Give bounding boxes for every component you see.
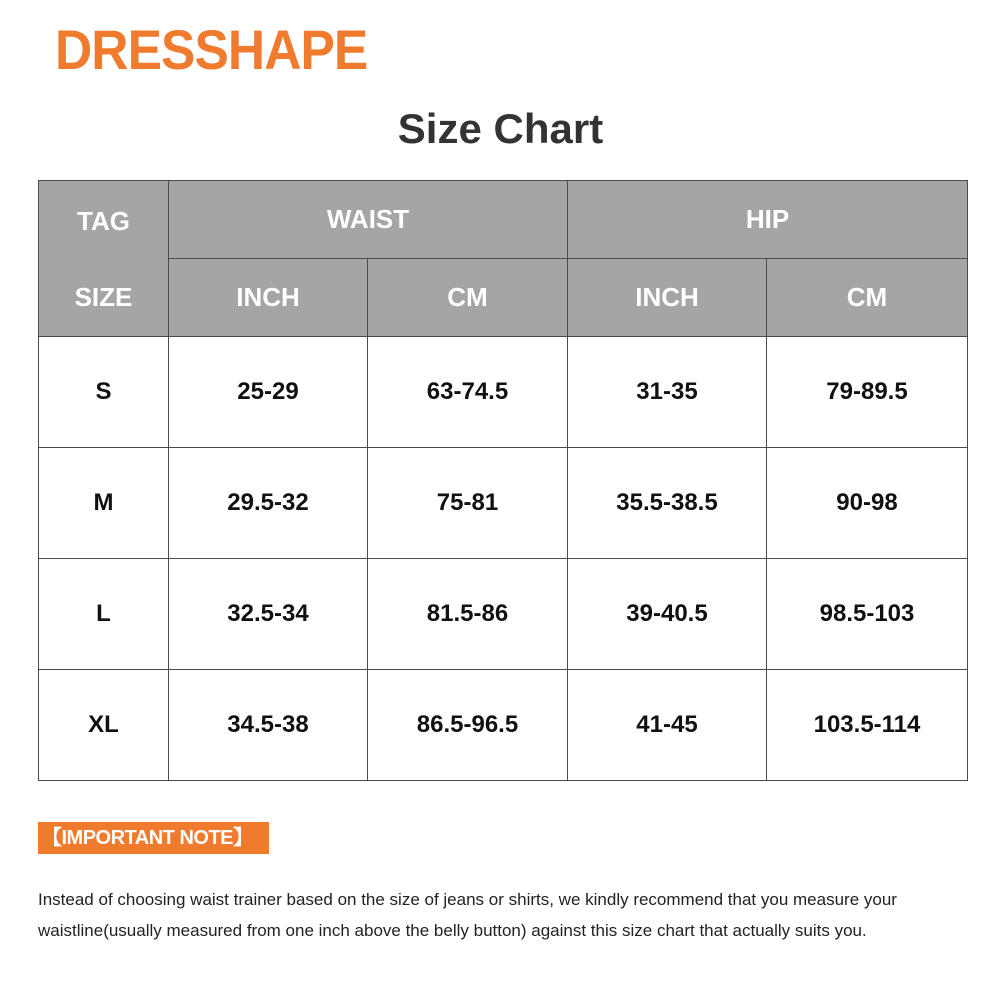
hip-inch-cell: 31-35: [568, 337, 767, 448]
table-header-row: [39, 181, 968, 259]
waist-header: WAIST: [169, 181, 568, 259]
tag-header-label: TAG: [77, 205, 130, 236]
table-row: [39, 670, 968, 781]
waist-inch-cell: 32.5-34: [169, 559, 368, 670]
waist-inch-cell: 34.5-38: [169, 670, 368, 781]
important-note-text: Instead of choosing waist trainer based on the size of jeans or shirts, we kindly recommend that you measure your waistline(usually measured from one inch above the belly button) against this size chart that actually suits you.: [38, 890, 897, 940]
size-cell: S: [39, 337, 169, 448]
waist-inch-header: INCH: [169, 259, 368, 337]
waist-cm-header: CM: [368, 259, 568, 337]
hip-inch-header: INCH: [568, 259, 767, 337]
important-note-label: 【IMPORTANT NOTE】: [38, 822, 269, 854]
hip-header: HIP: [568, 181, 968, 259]
size-cell: XL: [39, 670, 169, 781]
table-unit-row: [39, 259, 968, 337]
page-title: Size Chart: [397, 105, 604, 152]
hip-inch-cell: 35.5-38.5: [568, 448, 767, 559]
waist-cm-cell: 75-81: [368, 448, 568, 559]
table-row: [39, 337, 968, 448]
brand-logo: DRESSHAPE: [55, 18, 368, 81]
hip-cm-cell: 98.5-103: [767, 559, 968, 670]
tag-size-header: [39, 181, 169, 337]
size-header-label: SIZE: [74, 281, 133, 312]
table-row: [39, 448, 968, 559]
hip-cm-cell: 103.5-114: [767, 670, 968, 781]
size-cell: L: [39, 559, 169, 670]
hip-cm-header: CM: [767, 259, 968, 337]
waist-cm-cell: 86.5-96.5: [368, 670, 568, 781]
hip-cm-cell: 90-98: [767, 448, 968, 559]
size-chart-table: [38, 180, 968, 781]
waist-cm-cell: 81.5-86: [368, 559, 568, 670]
table-row: [39, 559, 968, 670]
hip-inch-cell: 39-40.5: [568, 559, 767, 670]
waist-cm-cell: 63-74.5: [368, 337, 568, 448]
size-cell: M: [39, 448, 169, 559]
waist-inch-cell: 29.5-32: [169, 448, 368, 559]
waist-inch-cell: 25-29: [169, 337, 368, 448]
hip-inch-cell: 41-45: [568, 670, 767, 781]
hip-cm-cell: 79-89.5: [767, 337, 968, 448]
